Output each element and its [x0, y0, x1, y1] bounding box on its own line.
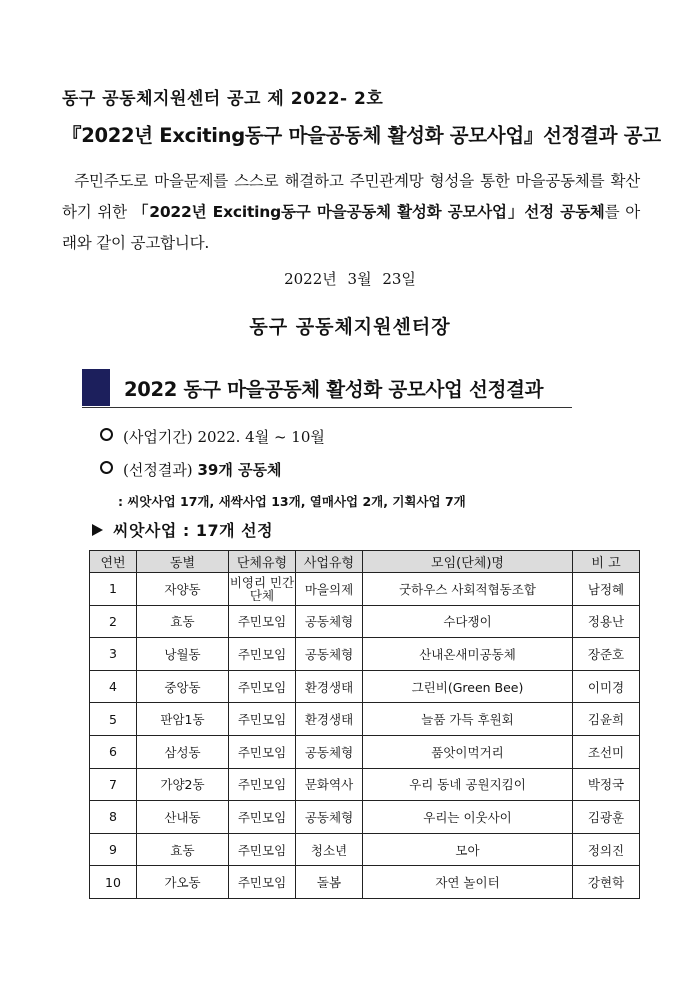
table-row — [90, 703, 640, 736]
cell-group-name: 우리는 이웃사이 — [363, 801, 573, 834]
cell-biz-type: 돌봄 — [296, 866, 363, 899]
cell-group-name: 그린비(Green Bee) — [363, 670, 573, 703]
cell-no: 4 — [90, 670, 137, 703]
results-table — [89, 550, 640, 899]
cell-org-type: 주민모임 — [229, 801, 296, 834]
cell-dong: 판암1동 — [137, 703, 229, 736]
cell-dong: 자양동 — [137, 573, 229, 606]
table-row — [90, 638, 640, 671]
cell-no: 3 — [90, 638, 137, 671]
cell-biz-type: 청소년 — [296, 833, 363, 866]
intro-paragraph — [62, 166, 640, 259]
cell-org-type: 주민모임 — [229, 605, 296, 638]
circle-bullet-icon — [100, 461, 113, 474]
cell-note: 정용난 — [573, 605, 640, 638]
cell-org-type: 주민모임 — [229, 735, 296, 768]
col-header-org-type: 단체유형 — [229, 551, 296, 573]
announcement-date: 2022년 3월 23일 — [284, 270, 416, 288]
period-label: (사업기간) — [123, 428, 193, 446]
cell-biz-type: 마을의제 — [296, 573, 363, 606]
table-row — [90, 833, 640, 866]
intro-bold-text: 「2022년 Exciting동구 마을공동체 활성화 공모사업」선정 공동체 — [132, 203, 605, 221]
cell-no: 10 — [90, 866, 137, 899]
table-row — [90, 801, 640, 834]
period-value: 2022. 4월 ~ 10월 — [197, 428, 325, 446]
col-header-biz-type: 사업유형 — [296, 551, 363, 573]
cell-no: 1 — [90, 573, 137, 606]
cell-note: 박정국 — [573, 768, 640, 801]
section-underline — [82, 407, 572, 408]
cell-org-type: 주민모임 — [229, 833, 296, 866]
table-row — [90, 670, 640, 703]
cell-note: 김윤희 — [573, 703, 640, 736]
cell-dong: 가오동 — [137, 866, 229, 899]
cell-group-name: 우리 동네 공원지킴이 — [363, 768, 573, 801]
cell-dong: 낭월동 — [137, 638, 229, 671]
intro-text-2: 를 아래와 같이 공고합니다. — [62, 203, 640, 252]
section-marker — [82, 369, 110, 406]
table-row — [90, 866, 640, 899]
table-row — [90, 605, 640, 638]
cell-org-type: 주민모임 — [229, 768, 296, 801]
cell-dong: 효동 — [137, 605, 229, 638]
col-header-dong: 동별 — [137, 551, 229, 573]
cell-biz-type: 공동체형 — [296, 801, 363, 834]
table-row — [90, 735, 640, 768]
cell-biz-type: 공동체형 — [296, 735, 363, 768]
cell-org-type: 비영리 민간단체 — [229, 573, 296, 606]
cell-no: 9 — [90, 833, 137, 866]
cell-dong: 가양2동 — [137, 768, 229, 801]
cell-group-name: 모아 — [363, 833, 573, 866]
col-header-no: 연번 — [90, 551, 137, 573]
cell-org-type: 주민모임 — [229, 670, 296, 703]
cell-no: 5 — [90, 703, 137, 736]
cell-note: 강현학 — [573, 866, 640, 899]
cell-dong: 효동 — [137, 833, 229, 866]
cell-org-type: 주민모임 — [229, 703, 296, 736]
table-row — [90, 768, 640, 801]
cell-biz-type: 공동체형 — [296, 638, 363, 671]
document-title: 『2022년 Exciting동구 마을공동체 활성화 공모사업』선정결과 공고 — [62, 124, 661, 147]
cell-no: 8 — [90, 801, 137, 834]
section-title: 2022 동구 마을공동체 활성화 공모사업 선정결과 — [124, 378, 544, 401]
cell-group-name: 수다쟁이 — [363, 605, 573, 638]
seed-heading — [92, 518, 273, 541]
selection-line — [100, 459, 282, 480]
table-header-row — [90, 551, 640, 573]
triangle-bullet-icon — [92, 524, 103, 536]
cell-org-type: 주민모임 — [229, 866, 296, 899]
selection-value: 39개 공동체 — [197, 461, 282, 479]
circle-bullet-icon — [100, 428, 113, 441]
cell-dong: 산내동 — [137, 801, 229, 834]
cell-note: 장준호 — [573, 638, 640, 671]
issuer: 동구 공동체지원센터장 — [249, 316, 451, 338]
cell-group-name: 품앗이먹거리 — [363, 735, 573, 768]
cell-group-name: 굿하우스 사회적협동조합 — [363, 573, 573, 606]
cell-note: 조선미 — [573, 735, 640, 768]
cell-no: 2 — [90, 605, 137, 638]
cell-biz-type: 문화역사 — [296, 768, 363, 801]
seed-heading-text: 씨앗사업 : 17개 선정 — [113, 521, 274, 540]
selection-label: (선정결과) — [123, 461, 193, 479]
cell-note: 남정혜 — [573, 573, 640, 606]
cell-note: 정의진 — [573, 833, 640, 866]
cell-group-name: 늘품 가득 후원회 — [363, 703, 573, 736]
cell-group-name: 자연 놀이터 — [363, 866, 573, 899]
cell-note: 김광훈 — [573, 801, 640, 834]
notice-number: 동구 공동체지원센터 공고 제 2022- 2호 — [62, 89, 384, 109]
period-line — [100, 426, 325, 447]
table-row — [90, 573, 640, 606]
cell-biz-type: 공동체형 — [296, 605, 363, 638]
cell-no: 6 — [90, 735, 137, 768]
col-header-group-name: 모임(단체)명 — [363, 551, 573, 573]
cell-dong: 삼성동 — [137, 735, 229, 768]
cell-dong: 중앙동 — [137, 670, 229, 703]
breakdown-line: : 씨앗사업 17개, 새싹사업 13개, 열매사업 2개, 기획사업 7개 — [118, 494, 466, 509]
cell-no: 7 — [90, 768, 137, 801]
col-header-note: 비 고 — [573, 551, 640, 573]
cell-biz-type: 환경생태 — [296, 670, 363, 703]
cell-biz-type: 환경생태 — [296, 703, 363, 736]
cell-note: 이미경 — [573, 670, 640, 703]
intro-text-1: 주민주도로 마을문제를 스스로 해결하고 주민관계망 형성을 통한 마을공동체를 확산하기 위한 — [62, 172, 640, 221]
cell-org-type: 주민모임 — [229, 638, 296, 671]
cell-group-name: 산내온새미공동체 — [363, 638, 573, 671]
